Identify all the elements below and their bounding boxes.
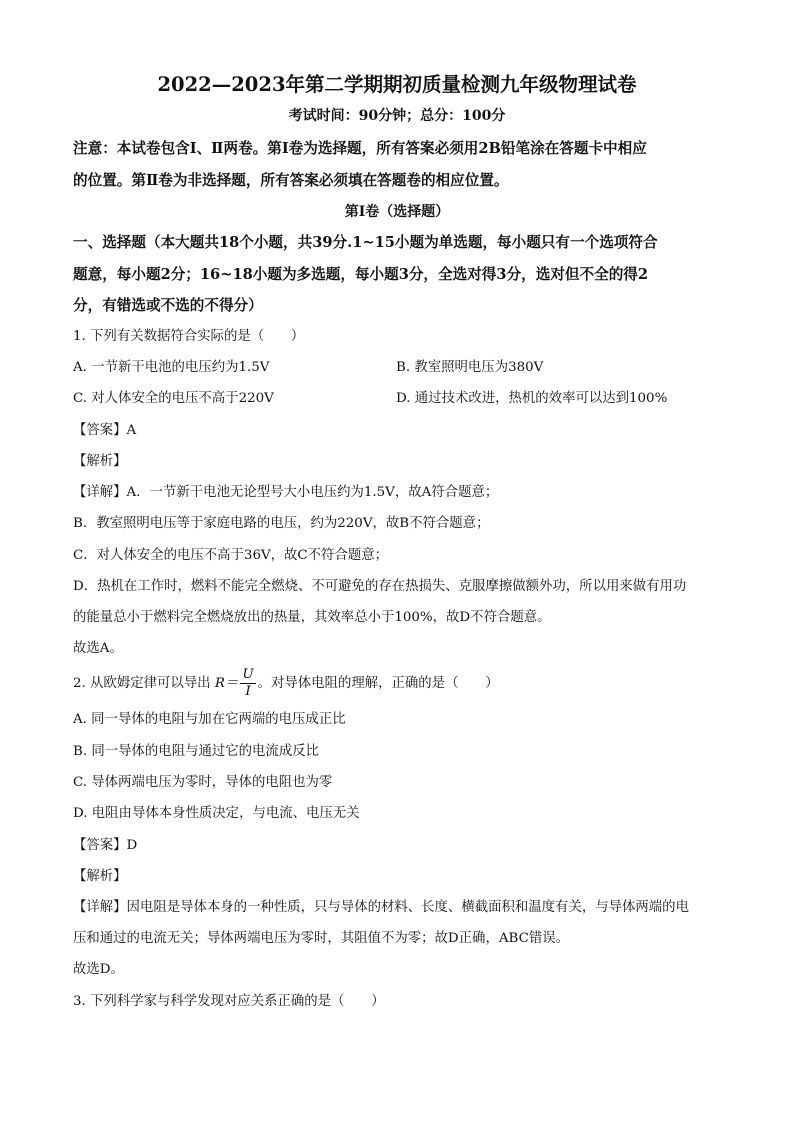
ohm-formula-fraction: [240, 667, 255, 700]
part-intro-line-2: 题意，每小题2分；16~18小题为多选题，每小题3分，全选对得3分，选对但不全的得2: [73, 266, 649, 283]
q1-answer: 【答案】A: [73, 423, 137, 438]
section-title: 第Ⅰ卷（选择题）: [344, 204, 450, 220]
q2-detail-2: 压和通过的电流无关；导体两端电压为零时，其阻值不为零；故D正确，ABC错误。: [73, 931, 570, 946]
q2-option-a: A. 同一导体的电阻与加在它两端的电压成正比: [73, 712, 346, 727]
exam-info: 考试时间：90分钟；总分：100分: [288, 108, 506, 124]
part-intro-line-3: 分，有错选或不选的不得分）: [73, 297, 263, 314]
q1-option-b: B. 教室照明电压为380V: [396, 360, 544, 375]
q1-stem: 1. 下列有关数据符合实际的是（ ）: [73, 329, 305, 344]
q2-option-c: C. 导体两端电压为零时，导体的电阻也为零: [73, 775, 333, 790]
q2-conclusion: 故选D。: [73, 962, 124, 977]
q2-stem-after: 。对导体电阻的理解，正确的是（ ）: [257, 676, 499, 691]
q2-stem: [73, 666, 499, 702]
q2-answer: 【答案】D: [73, 838, 138, 853]
q2-stem-before: 2. 从欧姆定律可以导出: [73, 676, 211, 691]
notice-line-1: 注意：本试卷包含Ⅰ、Ⅱ两卷。第Ⅰ卷为选择题，所有答案必须用2B铅笔涂在答题卡中相应: [73, 140, 647, 157]
q2-analysis-label: 【解析】: [73, 869, 127, 884]
q1-analysis-label: 【解析】: [73, 454, 127, 469]
q1-conclusion: 故选A。: [73, 641, 123, 656]
q1-detail-5: 的能量总小于燃料完全燃烧放出的热量，其效率总小于100%，故D不符合题意。: [73, 610, 551, 625]
q1-detail-2: B．教室照明电压等于家庭电路的电压，约为220V，故B不符合题意；: [73, 516, 490, 531]
exam-title: 2022—2023年第二学期期初质量检测九年级物理试卷: [157, 73, 637, 96]
q1-option-a: A. 一节新干电池的电压约为1.5V: [73, 360, 270, 375]
q2-option-d: D. 电阻由导体本身性质决定，与电流、电压无关: [73, 806, 360, 821]
q1-option-c: C. 对人体安全的电压不高于220V: [73, 391, 274, 406]
q2-formula-lhs: R＝: [214, 676, 239, 691]
q3-stem: 3. 下列科学家与科学发现对应关系正确的是（ ）: [73, 994, 385, 1009]
part-intro-line-1: 一、选择题（本大题共18个小题，共39分.1~15小题为单选题，每小题只有一个选项符合: [73, 234, 658, 251]
q1-detail-4: D．热机在工作时，燃料不能完全燃烧、不可避免的存在热损失、克服摩擦做额外功，所以用来做有用功: [73, 579, 687, 594]
notice-line-2: 的位置。第Ⅱ卷为非选择题，所有答案必须填在答题卷的相应位置。: [73, 172, 509, 189]
q2-option-b: B. 同一导体的电阻与通过它的电流成反比: [73, 744, 319, 759]
formula-denominator: I: [245, 684, 251, 699]
q1-detail-1: 【详解】A．一节新干电池无论型号大小电压约为1.5V，故A符合题意；: [73, 485, 499, 500]
q1-option-d: D. 通过技术改进，热机的效率可以达到100%: [396, 391, 668, 406]
formula-numerator: U: [242, 667, 254, 682]
q1-detail-3: C．对人体安全的电压不高于36V，故C不符合题意；: [73, 548, 389, 563]
q2-detail-1: 【详解】因电阻是导体本身的一种性质，只与导体的材料、长度、横截面积和温度有关，与导体两端的电: [73, 900, 689, 915]
